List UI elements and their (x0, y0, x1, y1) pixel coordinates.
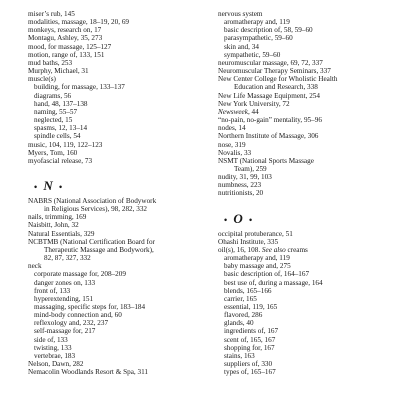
index-entry: neuromuscular massage, 69, 72, 337 (218, 58, 323, 67)
index-entry: mood, for massage, 125–127 (28, 42, 112, 51)
index-entry: monkeys, research on, 17 (28, 26, 102, 35)
index-entry: “no-pain, no-gain” mentality, 95–96 (218, 116, 322, 125)
index-entry: nudity, 31, 99, 103 (218, 173, 272, 182)
index-entry: numbness, 223 (218, 181, 262, 190)
index-subentry: flavored, 286 (224, 311, 263, 320)
index-entry: Montagu, Ashley, 35, 273 (28, 34, 103, 43)
index-entry: modalities, massage, 18–19, 20, 69 (28, 18, 130, 27)
index-entry (218, 246, 390, 254)
index-entry: occipital protuberance, 51 (218, 229, 293, 238)
index-subentry: parasympathetic, 59–60 (224, 34, 293, 43)
index-subentry: building, for massage, 133–137 (34, 83, 125, 92)
index-entry: Murphy, Michael, 31 (28, 67, 89, 76)
index-entry: nails, trimming, 169 (28, 213, 87, 222)
index-subentry: front of, 133 (34, 286, 71, 295)
index-entry: myofascial release, 73 (28, 156, 93, 165)
index-entry: Neuromuscular Therapy Seminars, 337 (218, 67, 331, 76)
index-subentry: scent of, 165, 167 (224, 335, 276, 344)
index-entry: Naisbitt, John, 32 (28, 221, 79, 230)
index-subentry: naming, 55–57 (34, 107, 78, 116)
index-subentry: danger zones on, 133 (34, 278, 96, 287)
index-entry: NSMT (National Sports Massage (218, 156, 314, 165)
index-entry: motion, range of, 133, 151 (28, 50, 105, 59)
index-subentry: sympathetic, 59–60 (224, 50, 281, 59)
see-also-target: creams (285, 245, 308, 254)
entry-text: oil(s), 16, 108. (218, 245, 262, 254)
index-entry-continuation: Therapeutic Massage and Bodywork), (44, 245, 154, 254)
index-subentry: spindle cells, 54 (34, 132, 81, 141)
index-subentry: hand, 48, 137–138 (34, 99, 88, 108)
index-subentry: self-massage for, 217 (34, 327, 96, 336)
index-entry-continuation: Education and Research, 338 (234, 83, 318, 92)
section-letter: O (233, 210, 245, 226)
index-subentry: shopping for, 167 (224, 343, 275, 352)
section-spacer (218, 198, 390, 209)
index-subentry: side of, 133 (34, 335, 68, 344)
section-letter: N (43, 177, 55, 193)
index-entry: Nelson, Dawn, 282 (28, 360, 84, 369)
entry-title-italic: Newsweek (218, 107, 248, 116)
index-subentry: corporate massage for, 208–209 (34, 270, 126, 279)
index-entry: nutritionists, 20 (218, 189, 264, 198)
index-entry: miser’s rub, 145 (28, 10, 75, 18)
index-entry: Ohashi Institute, 335 (218, 237, 279, 246)
index-entry: NABRS (National Association of Bodywork (28, 196, 157, 205)
index-entry: nose, 319 (218, 140, 246, 149)
index-entry: mud baths, 253 (28, 58, 73, 67)
section-letter-heading (28, 176, 206, 197)
index-subentry: reflexology and, 232, 237 (34, 319, 109, 328)
index-entry: nodes, 14 (218, 124, 246, 133)
index-subentry: baby massage and, 275 (224, 262, 291, 271)
index-entry: Northern Institute of Massage, 306 (218, 132, 319, 141)
index-entry: Natural Essentials, 329 (28, 229, 95, 238)
index-entry: New York University, 72 (218, 99, 290, 108)
section-spacer (28, 165, 206, 176)
see-also-reference: See also (261, 245, 286, 254)
index-subentry: best use of, during a massage, 164 (224, 278, 323, 287)
index-subentry: ingredients of, 167 (224, 327, 279, 336)
index-entry-continuation: 82, 87, 327, 332 (44, 254, 91, 263)
index-subentry: suppliers of, 330 (224, 360, 273, 369)
index-entry-continuation: in Religious Services), 98, 282, 332 (44, 205, 148, 214)
index-entry: New Center College for Wholistic Health (218, 75, 338, 84)
index-subentry: spasms, 12, 13–14 (34, 124, 88, 133)
index-subentry: blends, 165–166 (224, 286, 272, 295)
entry-pages: , 44 (247, 107, 259, 116)
bullet-icon: • (244, 214, 255, 225)
index-entry: New Life Massage Equipment, 254 (218, 91, 320, 100)
index-subentry: skin and, 34 (224, 42, 259, 51)
index-subentry: basic description of, 164–167 (224, 270, 310, 279)
section-letter-heading (218, 209, 390, 230)
index-subentry: aromatherapy and, 119 (224, 18, 290, 27)
index-subentry: vertebrae, 183 (34, 351, 76, 360)
index-entry: muscle(s) (28, 75, 56, 84)
bullet-icon: • (224, 214, 234, 225)
index-entry: Myers, Tom, 160 (28, 148, 78, 157)
index-subentry: essential, 119, 165 (224, 303, 278, 312)
bullet-icon: • (54, 181, 65, 192)
index-entry: Novalis, 33 (218, 148, 252, 157)
index-entry: nervous system (218, 10, 263, 18)
index-column-left (28, 10, 206, 376)
index-subentry: massaging, specific steps for, 183–184 (34, 303, 146, 312)
index-entry-continuation: Team), 259 (234, 164, 267, 173)
index-subentry: stains, 163 (224, 351, 255, 360)
index-subentry: glands, 40 (224, 319, 254, 328)
index-entry: NCBTMB (National Certification Board for (28, 237, 155, 246)
index-subentry: neglected, 15 (34, 116, 73, 125)
index-entry: music, 104, 119, 122–123 (28, 140, 103, 149)
index-subentry: aromatherapy and, 119 (224, 254, 290, 263)
index-entry: Nemacolin Woodlands Resort & Spa, 311 (28, 368, 148, 377)
index-subentry: twisting, 133 (34, 343, 72, 352)
index-subentry: carrier, 165 (224, 294, 257, 303)
index-entry (218, 108, 390, 116)
index-subentry: diagrams, 56 (34, 91, 72, 100)
index-entry: neck (28, 262, 42, 271)
bullet-icon: • (34, 181, 44, 192)
index-column-right (218, 10, 390, 376)
index-subentry: hyperextending, 151 (34, 294, 94, 303)
index-subentry: basic description of, 58, 59–60 (224, 26, 313, 35)
index-subentry: types of, 165–167 (224, 368, 276, 377)
index-subentry: mind-body connection and, 60 (34, 311, 122, 320)
